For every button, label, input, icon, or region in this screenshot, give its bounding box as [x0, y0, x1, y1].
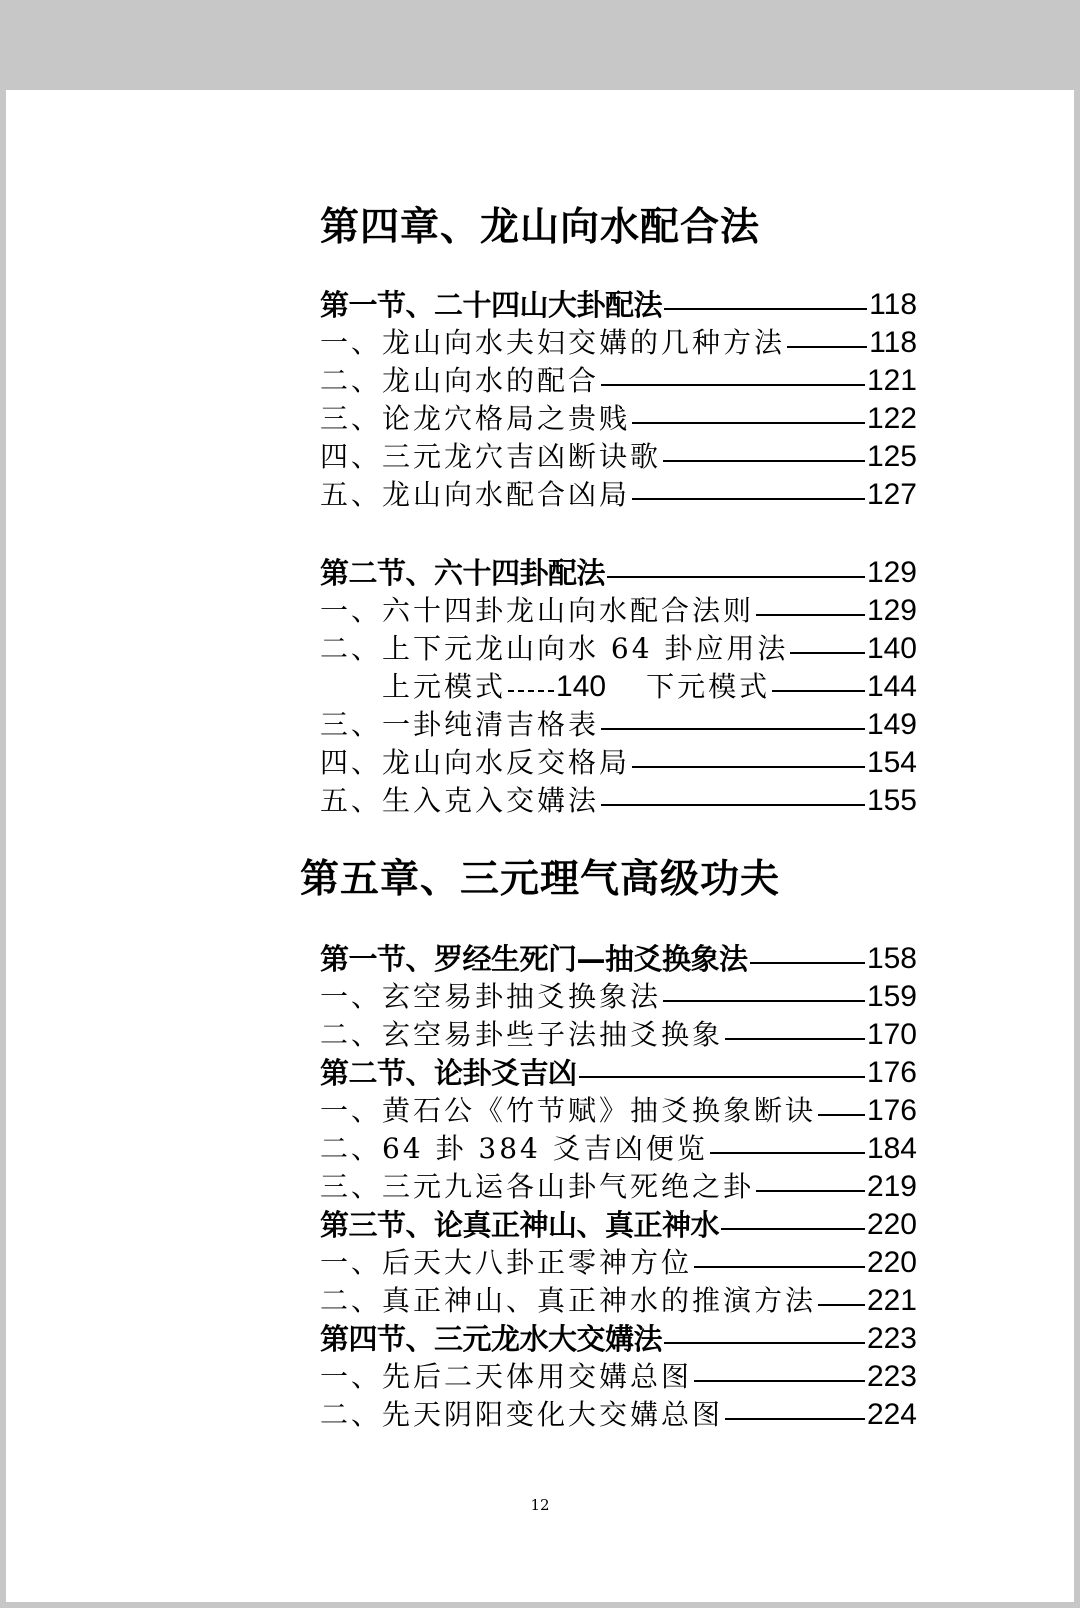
toc-item	[320, 1392, 917, 1432]
leader-line	[508, 690, 554, 692]
toc-item	[320, 740, 917, 780]
toc-item-title: 五、生入克入交媾法	[320, 784, 600, 817]
toc-section-title: 第四节、三元龙水大交媾法	[320, 1322, 663, 1356]
toc-item	[320, 974, 917, 1014]
toc-section-5-1	[320, 936, 917, 976]
toc-page-number: 140	[556, 670, 607, 703]
leader-line	[725, 1038, 865, 1040]
leader-line	[772, 690, 865, 692]
toc-item-title: 二、64 卦 384 爻吉凶便览	[320, 1132, 708, 1165]
toc-item-title: 上元模式	[382, 670, 507, 703]
toc-page-number: 219	[866, 1170, 917, 1203]
leader-line	[756, 1190, 865, 1192]
leader-line	[694, 1266, 865, 1268]
toc-page-number: 220	[866, 1246, 917, 1279]
leader-line	[601, 728, 865, 730]
toc-item-title: 四、龙山向水反交格局	[320, 746, 631, 779]
document-page	[6, 90, 1074, 1602]
toc-item-title: 一、六十四卦龙山向水配合法则	[320, 594, 755, 627]
leader-line	[663, 460, 865, 462]
toc-page-number: 221	[866, 1284, 917, 1317]
toc-page-number: 121	[866, 364, 917, 397]
toc-item	[320, 1278, 917, 1318]
leader-line	[632, 766, 865, 768]
leader-line	[710, 1152, 865, 1154]
toc-page-number: 159	[866, 980, 917, 1013]
toc-section-5-4	[320, 1316, 917, 1356]
toc-item	[320, 1126, 917, 1166]
toc-section-5-2	[320, 1050, 917, 1090]
toc-item-title: 二、真正神山、真正神水的推演方法	[320, 1284, 817, 1317]
toc-item	[320, 588, 917, 628]
toc-page-number: 154	[866, 746, 917, 779]
leader-line	[632, 422, 865, 424]
toc-item-title: 三、论龙穴格局之贵贱	[320, 402, 631, 435]
toc-section-title: 第二节、六十四卦配法	[320, 556, 606, 590]
toc-page-number: 155	[866, 784, 917, 817]
toc-page-number: 224	[866, 1398, 917, 1431]
leader-line	[790, 652, 865, 654]
toc-item	[320, 1164, 917, 1204]
toc-item	[320, 320, 917, 360]
leader-line	[663, 1000, 865, 1002]
leader-line	[756, 614, 865, 616]
leader-line	[664, 1342, 865, 1344]
toc-item	[320, 472, 917, 512]
leader-line	[721, 1228, 865, 1230]
toc-item	[320, 702, 917, 742]
toc-item-title: 下元模式	[646, 670, 771, 703]
toc-item-title: 二、先天阴阳变化大交媾总图	[320, 1398, 724, 1431]
toc-item	[320, 358, 917, 398]
leader-line	[632, 498, 865, 500]
toc-page-number: 176	[866, 1056, 917, 1089]
leader-line	[818, 1114, 865, 1116]
leader-line	[607, 576, 865, 578]
toc-page-number: 125	[866, 440, 917, 473]
toc-section-4-2	[320, 550, 917, 590]
toc-page-number: 223	[866, 1360, 917, 1393]
toc-subitem-upper	[382, 670, 606, 704]
toc-item-title: 二、玄空易卦些子法抽爻换象	[320, 1018, 724, 1051]
toc-item	[320, 1354, 917, 1394]
chapter-5-title: 第五章、三元理气高级功夫	[299, 857, 780, 902]
toc-section-title: 第二节、论卦爻吉凶	[320, 1056, 577, 1090]
toc-page-number: 170	[866, 1018, 917, 1051]
toc-page-number: 140	[866, 632, 917, 665]
toc-item	[320, 434, 917, 474]
leader-line	[725, 1418, 865, 1420]
toc-item-title: 二、龙山向水的配合	[320, 364, 600, 397]
toc-item	[320, 396, 917, 436]
leader-line	[694, 1380, 865, 1382]
toc-page-number: 184	[866, 1132, 917, 1165]
toc-page-number: 127	[866, 478, 917, 511]
toc-item-title: 一、后天大八卦正零神方位	[320, 1246, 693, 1279]
leader-line	[579, 1076, 865, 1078]
toc-page-number: 118	[869, 288, 917, 321]
toc-item-title: 一、先后二天体用交媾总图	[320, 1360, 693, 1393]
leader-line	[664, 308, 867, 310]
toc-subitem-row	[382, 664, 917, 704]
leader-line	[750, 962, 865, 964]
toc-page-number: 220	[866, 1208, 917, 1241]
toc-item	[320, 778, 917, 818]
toc-section-title: 第一节、二十四山大卦配法	[320, 288, 663, 322]
toc-item-title: 二、上下元龙山向水 64 卦应用法	[320, 632, 789, 665]
toc-page-number: 158	[866, 942, 917, 975]
leader-line	[787, 346, 867, 348]
toc-item-title: 一、玄空易卦抽爻换象法	[320, 980, 662, 1013]
toc-item-title: 四、三元龙穴吉凶断诀歌	[320, 440, 662, 473]
toc-page-number: 223	[866, 1322, 917, 1355]
toc-section-5-3	[320, 1202, 917, 1242]
toc-item-title: 五、龙山向水配合凶局	[320, 478, 631, 511]
toc-page-number: 176	[866, 1094, 917, 1127]
toc-page-number: 129	[866, 594, 917, 627]
toc-page-number: 122	[866, 402, 917, 435]
toc-section-title: 第三节、论真正神山、真正神水	[320, 1208, 720, 1242]
toc-item	[320, 1088, 917, 1128]
chapter-4-title: 第四章、龙山向水配合法	[319, 205, 760, 250]
toc-item	[320, 1240, 917, 1280]
toc-item-title: 一、龙山向水夫妇交媾的几种方法	[320, 326, 786, 359]
toc-item	[320, 626, 917, 666]
leader-line	[818, 1304, 865, 1306]
leader-line	[601, 384, 865, 386]
page-number: 12	[530, 1496, 550, 1514]
toc-page-number: 149	[866, 708, 917, 741]
toc-page-number: 118	[869, 326, 917, 359]
toc-page-number: 144	[866, 670, 917, 703]
toc-page-number: 129	[866, 556, 917, 589]
toc-item-title: 三、三元九运各山卦气死绝之卦	[320, 1170, 755, 1203]
toc-item-title: 一、黄石公《竹节赋》抽爻换象断诀	[320, 1094, 817, 1127]
toc-item	[320, 1012, 917, 1052]
toc-section-title: 第一节、罗经生死门—抽爻换象法	[320, 942, 748, 976]
toc-section-4-1	[320, 282, 917, 322]
toc-item-title: 三、一卦纯清吉格表	[320, 708, 600, 741]
leader-line	[601, 804, 865, 806]
